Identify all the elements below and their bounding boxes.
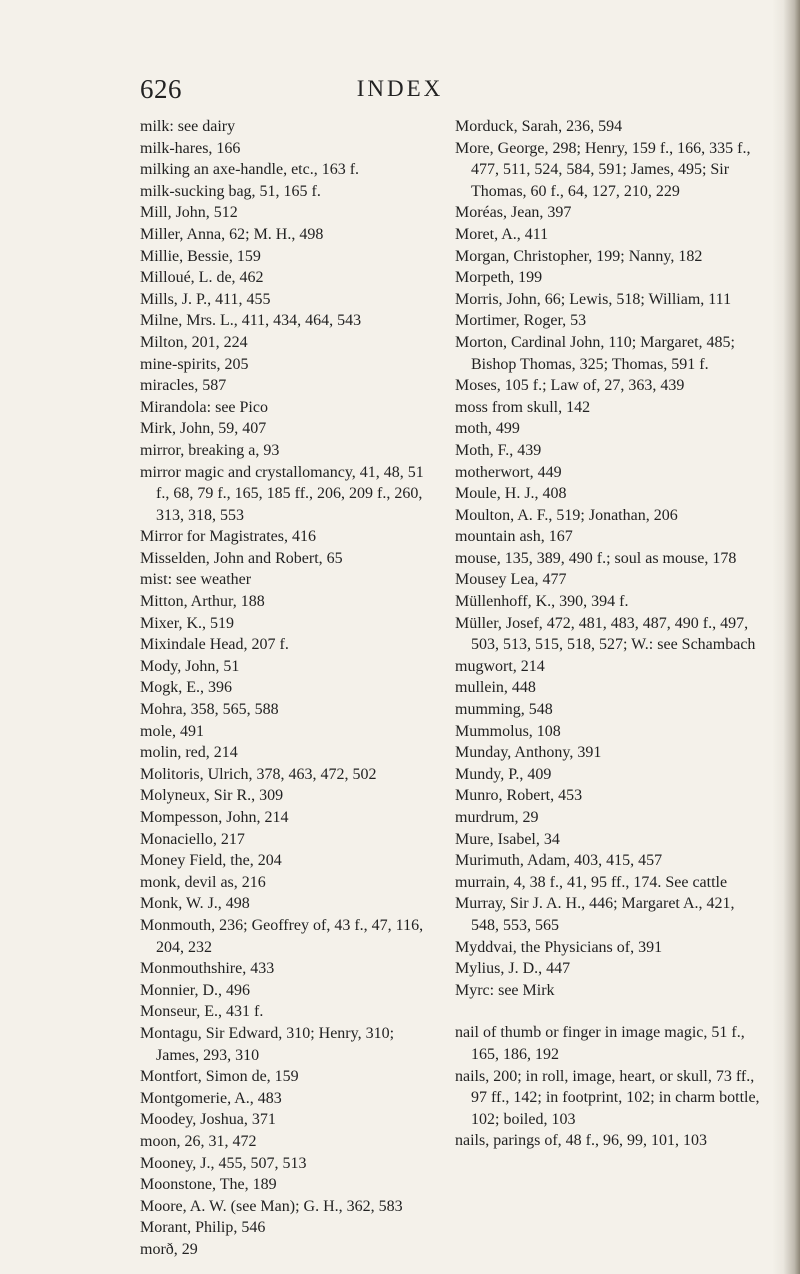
- index-entry: Morton, Cardinal John, 110; Margaret, 485; Bishop Thomas, 325; Thomas, 591 f.: [455, 333, 735, 373]
- index-entry: Mummolus, 108: [455, 722, 561, 740]
- index-entry: Morris, John, 66; Lewis, 518; William, 111: [455, 290, 732, 308]
- index-entry: milk-sucking bag, 51, 165 f.: [140, 182, 321, 200]
- index-entry: mole, 491: [140, 722, 204, 740]
- index-entry: moon, 26, 31, 472: [140, 1132, 257, 1150]
- index-entry: Mixindale Head, 207 f.: [140, 636, 289, 654]
- index-entry: moth, 499: [455, 420, 520, 438]
- index-entry: motherwort, 449: [455, 463, 562, 481]
- index-entry: Monseur, E., 431 f.: [140, 1003, 264, 1021]
- index-entry: Montfort, Simon de, 159: [140, 1068, 299, 1086]
- index-entry: Millie, Bessie, 159: [140, 247, 261, 265]
- running-head: INDEX: [356, 76, 444, 101]
- index-entry: mist: see weather: [140, 571, 252, 589]
- page-header: [0, 74, 800, 114]
- index-entry: Milloué, L. de, 462: [140, 269, 264, 287]
- index-entry: Moonstone, The, 189: [140, 1176, 277, 1194]
- index-entry: Montagu, Sir Edward, 310; Henry, 310; James, 293, 310: [140, 1024, 395, 1064]
- index-entry: Molitoris, Ulrich, 378, 463, 472, 502: [140, 765, 377, 783]
- index-entry: Morgan, Christopher, 199; Nanny, 182: [455, 247, 703, 265]
- index-entry: Myddvai, the Physicians of, 391: [455, 938, 663, 956]
- index-entry: milk-hares, 166: [140, 139, 241, 157]
- index-entry: moss from skull, 142: [455, 398, 591, 416]
- index-entry: monk, devil as, 216: [140, 873, 266, 891]
- index-entry: Müller, Josef, 472, 481, 483, 487, 490 f., 497, 503, 513, 515, 518, 527; W.: see Schambach: [455, 614, 756, 654]
- index-entry: nails, 200; in roll, image, heart, or skull, 73 ff., 97 ff., 142; in footprint, 102; in charm bottle, 102; boiled, 103: [455, 1067, 760, 1128]
- index-entry: Müllenhoff, K., 390, 394 f.: [455, 593, 629, 611]
- index-entry: Mirandola: see Pico: [140, 398, 268, 416]
- index-entry: Moses, 105 f.; Law of, 27, 363, 439: [455, 377, 685, 395]
- index-entry: Morduck, Sarah, 236, 594: [455, 118, 623, 135]
- index-entry: Murimuth, Adam, 403, 415, 457: [455, 852, 663, 870]
- index-entry: mullein, 448: [455, 679, 536, 697]
- index-entry: Munday, Anthony, 391: [455, 744, 602, 762]
- index-entry: Mitton, Arthur, 188: [140, 593, 265, 611]
- index-entry: mirror magic and crystallomancy, 41, 48, 51 f., 68, 79 f., 165, 185 ff., 206, 209 f., 260, 313, 318, 553: [140, 463, 424, 524]
- index-entry: Monaciello, 217: [140, 830, 245, 848]
- index-column-left: [140, 116, 440, 1260]
- index-entry: Mixer, K., 519: [140, 614, 235, 632]
- index-entry: Mohra, 358, 565, 588: [140, 701, 279, 719]
- index-entry: Mody, John, 51: [140, 657, 240, 675]
- index-entry: Milton, 201, 224: [140, 333, 248, 351]
- page-number: 626: [140, 74, 182, 104]
- index-entry: Mousey Lea, 477: [455, 571, 567, 589]
- index-entry: Monnier, D., 496: [140, 981, 251, 999]
- index-entry: Mundy, P., 409: [455, 765, 552, 783]
- index-entry: Mirror for Magistrates, 416: [140, 528, 316, 546]
- index-entry: Moodey, Joshua, 371: [140, 1111, 276, 1129]
- index-entry: Morpeth, 199: [455, 269, 543, 287]
- index-entry: murrain, 4, 38 f., 41, 95 ff., 174. See cattle: [455, 873, 728, 891]
- index-entry: Mure, Isabel, 34: [455, 830, 560, 848]
- index-column-right: [455, 116, 765, 1152]
- index-entry: mirror, breaking a, 93: [140, 441, 280, 459]
- index-entry: Mompesson, John, 214: [140, 809, 289, 826]
- section-gap: [455, 1001, 765, 1022]
- index-entry: Mills, J. P., 411, 455: [140, 290, 271, 308]
- index-entry: milk: see dairy: [140, 118, 236, 135]
- index-entry: Morant, Philip, 546: [140, 1219, 266, 1237]
- index-entry: Moret, A., 411: [455, 225, 549, 243]
- index-entry: Misselden, John and Robert, 65: [140, 549, 343, 567]
- index-entry: Murray, Sir J. A. H., 446; Margaret A., 421, 548, 553, 565: [455, 895, 735, 934]
- index-entry: Mylius, J. D., 447: [455, 960, 571, 978]
- index-entry: Mirk, John, 59, 407: [140, 420, 267, 438]
- index-entry: miracles, 587: [140, 377, 227, 395]
- index-entry: murdrum, 29: [455, 809, 539, 826]
- index-entry: Moore, A. W. (see Man); G. H., 362, 583: [140, 1197, 403, 1215]
- index-entry: nail of thumb or finger in image magic, 51 f., 165, 186, 192: [455, 1024, 745, 1063]
- index-entry: Moule, H. J., 408: [455, 485, 567, 503]
- index-entry: mugwort, 214: [455, 657, 545, 675]
- index-entry: Mill, John, 512: [140, 204, 238, 222]
- index-entry: More, George, 298; Henry, 159 f., 166, 335 f., 477, 511, 524, 584, 591; James, 495; Sir Thomas, 60 f., 64, 127, 210, 229: [455, 139, 751, 200]
- index-entry: Montgomerie, A., 483: [140, 1089, 282, 1107]
- index-entry: mumming, 548: [455, 701, 553, 719]
- index-entry: Monk, W. J., 498: [140, 895, 250, 913]
- page-edge-shadow: [772, 0, 800, 1274]
- index-entry: Munro, Robert, 453: [455, 787, 583, 805]
- index-entry: Moth, F., 439: [455, 441, 542, 459]
- index-entry: Moréas, Jean, 397: [455, 204, 572, 222]
- index-entry: nails, parings of, 48 f., 96, 99, 101, 103: [455, 1132, 707, 1150]
- index-entry: milking an axe-handle, etc., 163 f.: [140, 161, 360, 179]
- index-entry: Monmouth, 236; Geoffrey of, 43 f., 47, 116, 204, 232: [140, 916, 424, 956]
- index-entry: Miller, Anna, 62; M. H., 498: [140, 225, 324, 243]
- index-entry: mine-spirits, 205: [140, 355, 249, 373]
- index-entry: Monmouthshire, 433: [140, 960, 275, 978]
- index-entry: Mooney, J., 455, 507, 513: [140, 1154, 307, 1172]
- index-entry: Mogk, E., 396: [140, 679, 232, 697]
- index-entry: Myrc: see Mirk: [455, 981, 555, 999]
- index-entry: mountain ash, 167: [455, 528, 573, 546]
- index-entry: molin, red, 214: [140, 744, 238, 762]
- index-entry: mouse, 135, 389, 490 f.; soul as mouse, 178: [455, 549, 737, 567]
- index-entry: Molyneux, Sir R., 309: [140, 787, 284, 805]
- index-entry: Money Field, the, 204: [140, 852, 282, 870]
- index-entry: morð, 29: [140, 1240, 198, 1258]
- index-entry: Mortimer, Roger, 53: [455, 312, 587, 330]
- index-entry: Moulton, A. F., 519; Jonathan, 206: [455, 506, 678, 524]
- index-entry: Milne, Mrs. L., 411, 434, 464, 543: [140, 312, 362, 330]
